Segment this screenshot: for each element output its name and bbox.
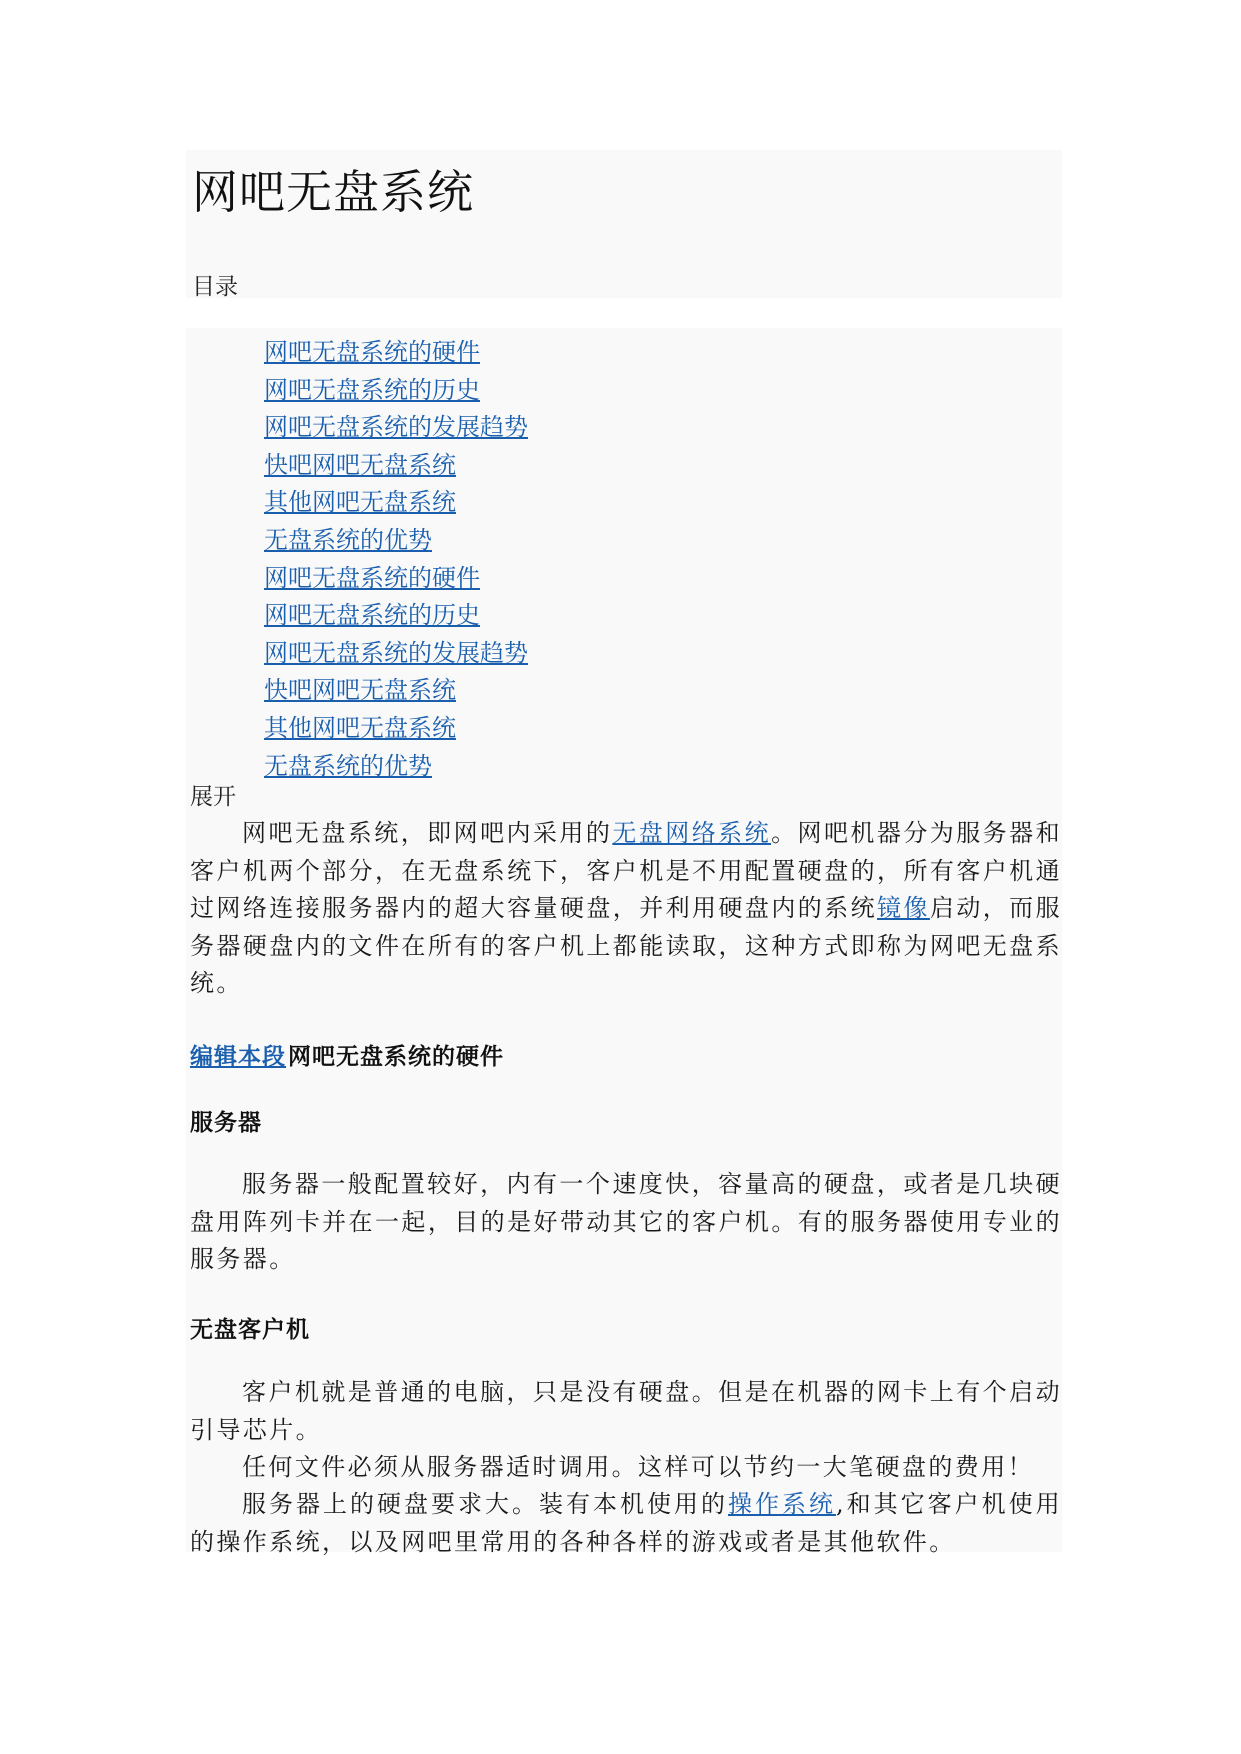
client-heading: 无盘客户机 — [190, 1317, 310, 1343]
toc-link[interactable]: 无盘系统的优势 — [264, 751, 432, 780]
edit-section-link[interactable]: 编辑本段 — [190, 1044, 286, 1070]
article-body — [186, 328, 1063, 1556]
intro-paragraph — [190, 815, 1062, 1003]
image-link[interactable]: 镜像 — [877, 894, 930, 922]
toc-link[interactable]: 网吧无盘系统的硬件 — [264, 563, 480, 592]
toc-link[interactable]: 无盘系统的优势 — [264, 525, 432, 554]
expand-toggle[interactable]: 展开 — [190, 784, 236, 810]
client-paragraph: 任何文件必须从服务器适时调用。这样可以节约一大笔硬盘的费用！ — [242, 1453, 1034, 1481]
diskless-network-link[interactable]: 无盘网络系统 — [612, 819, 772, 847]
intro-text: 。网吧机器分为服务器和客户机两个部分，在无盘系统下，客户机是不用配置硬盘的，所有客户机通过网络连接服务器内的超大容量硬盘，并利用硬盘内的系统 — [190, 819, 1062, 922]
section-heading — [190, 1038, 504, 1071]
client-paragraph: 客户机就是普通的电脑，只是没有硬盘。但是在机器的网卡上有个启动引导芯片。 — [190, 1378, 1062, 1444]
toc-link[interactable]: 快吧网吧无盘系统 — [264, 676, 456, 705]
toc-item[interactable] — [264, 710, 528, 748]
toc-label: 目录 — [192, 274, 238, 300]
toc-link[interactable]: 网吧无盘系统的硬件 — [264, 338, 480, 366]
toc-item[interactable] — [264, 560, 528, 598]
toc-link[interactable]: 其他网吧无盘系统 — [264, 488, 456, 517]
toc-item[interactable] — [264, 334, 528, 372]
toc-item[interactable] — [264, 635, 528, 673]
operating-system-link[interactable]: 操作系统 — [727, 1490, 836, 1518]
toc-item[interactable] — [264, 597, 528, 635]
intro-text: 网吧无盘系统，即网吧内采用的 — [242, 819, 613, 847]
intro-text: 启动，而服务器硬盘内的文件在所有的客户机上都能读取，这种方式即称为网吧无盘系统。 — [190, 894, 1063, 997]
toc-link[interactable]: 网吧无盘系统的发展趋势 — [264, 638, 528, 667]
toc-link[interactable]: 快吧网吧无盘系统 — [264, 450, 456, 479]
page-title: 网吧无盘系统 — [192, 165, 474, 219]
toc-item[interactable] — [264, 447, 528, 485]
client-paragraph — [190, 1486, 1062, 1561]
toc-item[interactable] — [264, 748, 528, 786]
section-heading-text: 网吧无盘系统的硬件 — [288, 1044, 504, 1070]
server-paragraph: 服务器一般配置较好，内有一个速度快，容量高的硬盘，或者是几块硬盘用阵列卡并在一起，目的是好带动其它的客户机。有的服务器使用专业的服务器。 — [190, 1170, 1062, 1273]
client-text: ,和其它客户机使用的操作系统，以及网吧里常用的各种各样的游戏或者是其他软件。 — [190, 1490, 1063, 1556]
toc-link[interactable]: 网吧无盘系统的历史 — [264, 375, 480, 404]
toc-item[interactable] — [264, 672, 528, 710]
toc-link[interactable]: 网吧无盘系统的历史 — [264, 601, 480, 630]
toc-link[interactable]: 网吧无盘系统的发展趋势 — [264, 413, 528, 442]
server-heading: 服务器 — [190, 1110, 262, 1136]
client-text: 服务器上的硬盘要求大。装有本机使用的 — [242, 1490, 728, 1518]
title-block — [186, 150, 1062, 298]
toc-item[interactable] — [264, 484, 528, 522]
toc-item[interactable] — [264, 409, 528, 447]
toc-item[interactable] — [264, 522, 528, 560]
toc-link[interactable]: 其他网吧无盘系统 — [264, 713, 456, 742]
table-of-contents — [264, 334, 528, 785]
toc-item[interactable] — [264, 372, 528, 410]
